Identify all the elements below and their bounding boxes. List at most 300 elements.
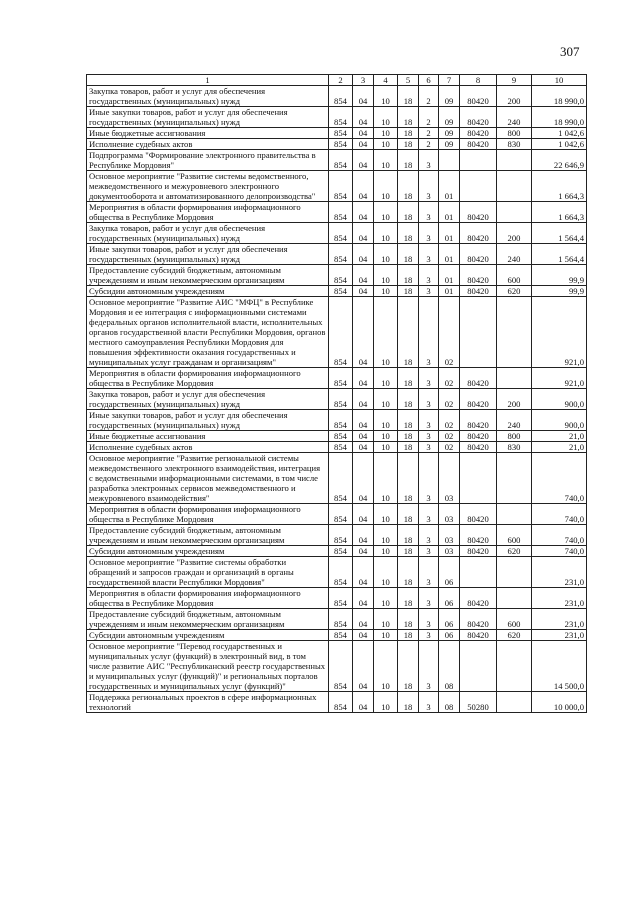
col4-cell: 10 xyxy=(374,244,398,265)
col9-cell: 200 xyxy=(497,223,532,244)
col9-cell xyxy=(497,557,532,588)
col5-cell: 18 xyxy=(398,128,419,139)
col6-cell: 3 xyxy=(419,609,439,630)
col6-cell: 3 xyxy=(419,265,439,286)
col3-cell: 04 xyxy=(353,202,374,223)
col3-cell: 04 xyxy=(353,107,374,128)
col3-cell: 04 xyxy=(353,557,374,588)
col4-cell: 10 xyxy=(374,223,398,244)
col9-cell xyxy=(497,202,532,223)
col3-cell: 04 xyxy=(353,171,374,202)
col8-cell: 80420 xyxy=(460,265,497,286)
col8-cell: 50280 xyxy=(460,692,497,713)
col7-cell: 02 xyxy=(439,410,460,431)
table-row xyxy=(87,557,587,588)
col5-cell: 18 xyxy=(398,150,419,171)
table-row xyxy=(87,128,587,139)
col5-cell: 18 xyxy=(398,588,419,609)
col6-cell: 3 xyxy=(419,630,439,641)
amount-cell: 921,0 xyxy=(532,368,587,389)
column-header: 6 xyxy=(419,75,439,86)
col5-cell: 18 xyxy=(398,630,419,641)
col6-cell: 3 xyxy=(419,504,439,525)
table-row xyxy=(87,368,587,389)
col8-cell: 80420 xyxy=(460,410,497,431)
col8-cell: 80420 xyxy=(460,128,497,139)
col9-cell xyxy=(497,641,532,692)
col2-cell: 854 xyxy=(329,525,353,546)
col8-cell xyxy=(460,453,497,504)
col5-cell: 18 xyxy=(398,410,419,431)
col5-cell: 18 xyxy=(398,525,419,546)
col2-cell: 854 xyxy=(329,546,353,557)
col4-cell: 10 xyxy=(374,150,398,171)
table-row xyxy=(87,546,587,557)
col5-cell: 18 xyxy=(398,86,419,107)
amount-cell: 99,9 xyxy=(532,265,587,286)
amount-cell: 740,0 xyxy=(532,546,587,557)
col3-cell: 04 xyxy=(353,297,374,368)
col2-cell: 854 xyxy=(329,128,353,139)
col7-cell: 08 xyxy=(439,692,460,713)
table-row xyxy=(87,692,587,713)
column-header: 7 xyxy=(439,75,460,86)
table-row xyxy=(87,286,587,297)
col8-cell: 80420 xyxy=(460,588,497,609)
col4-cell: 10 xyxy=(374,431,398,442)
amount-cell: 22 646,9 xyxy=(532,150,587,171)
col3-cell: 04 xyxy=(353,410,374,431)
row-name-cell: Закупка товаров, работ и услуг для обеспечения государственных (муниципальных) нужд xyxy=(87,389,329,410)
table-row xyxy=(87,244,587,265)
col2-cell: 854 xyxy=(329,368,353,389)
col7-cell: 03 xyxy=(439,546,460,557)
row-name-cell: Предоставление субсидий бюджетным, автономным учреждениям и иным некоммерческим организациям xyxy=(87,265,329,286)
col2-cell: 854 xyxy=(329,223,353,244)
col3-cell: 04 xyxy=(353,86,374,107)
col2-cell: 854 xyxy=(329,641,353,692)
col7-cell: 01 xyxy=(439,202,460,223)
col4-cell: 10 xyxy=(374,504,398,525)
amount-cell: 1 042,6 xyxy=(532,128,587,139)
col4-cell: 10 xyxy=(374,557,398,588)
col6-cell: 3 xyxy=(419,150,439,171)
col5-cell: 18 xyxy=(398,609,419,630)
col8-cell: 80420 xyxy=(460,630,497,641)
col8-cell: 80420 xyxy=(460,504,497,525)
amount-cell: 18 990,0 xyxy=(532,107,587,128)
col8-cell: 80420 xyxy=(460,286,497,297)
col7-cell: 08 xyxy=(439,641,460,692)
col9-cell: 240 xyxy=(497,410,532,431)
col7-cell xyxy=(439,150,460,171)
col3-cell: 04 xyxy=(353,504,374,525)
table-row xyxy=(87,171,587,202)
col9-cell xyxy=(497,588,532,609)
col4-cell: 10 xyxy=(374,368,398,389)
amount-cell: 740,0 xyxy=(532,525,587,546)
col6-cell: 3 xyxy=(419,244,439,265)
col4-cell: 10 xyxy=(374,139,398,150)
col3-cell: 04 xyxy=(353,609,374,630)
column-header: 10 xyxy=(532,75,587,86)
col6-cell: 3 xyxy=(419,546,439,557)
col3-cell: 04 xyxy=(353,641,374,692)
col3-cell: 04 xyxy=(353,139,374,150)
row-name-cell: Основное мероприятие "Развитие системы ведомственного, межведомственного и межуровневого электронного документооборота и автоматизированного делопроизводства" xyxy=(87,171,329,202)
col4-cell: 10 xyxy=(374,171,398,202)
col9-cell xyxy=(497,150,532,171)
col4-cell: 10 xyxy=(374,546,398,557)
table-row xyxy=(87,641,587,692)
col8-cell: 80420 xyxy=(460,139,497,150)
col4-cell: 10 xyxy=(374,609,398,630)
col7-cell: 02 xyxy=(439,297,460,368)
col9-cell: 240 xyxy=(497,244,532,265)
table-row xyxy=(87,453,587,504)
col9-cell xyxy=(497,453,532,504)
col5-cell: 18 xyxy=(398,265,419,286)
col3-cell: 04 xyxy=(353,431,374,442)
col2-cell: 854 xyxy=(329,692,353,713)
col4-cell: 10 xyxy=(374,641,398,692)
col6-cell: 3 xyxy=(419,453,439,504)
row-name-cell: Закупка товаров, работ и услуг для обеспечения государственных (муниципальных) нужд xyxy=(87,86,329,107)
col4-cell: 10 xyxy=(374,588,398,609)
row-name-cell: Предоставление субсидий бюджетным, автономным учреждениям и иным некоммерческим организациям xyxy=(87,525,329,546)
header-row xyxy=(87,75,587,86)
column-header: 4 xyxy=(374,75,398,86)
table-row xyxy=(87,609,587,630)
col2-cell: 854 xyxy=(329,389,353,410)
col9-cell: 620 xyxy=(497,630,532,641)
col2-cell: 854 xyxy=(329,588,353,609)
col5-cell: 18 xyxy=(398,442,419,453)
col7-cell: 01 xyxy=(439,223,460,244)
col6-cell: 3 xyxy=(419,557,439,588)
col9-cell xyxy=(497,692,532,713)
col2-cell: 854 xyxy=(329,244,353,265)
col6-cell: 3 xyxy=(419,442,439,453)
col9-cell xyxy=(497,171,532,202)
col2-cell: 854 xyxy=(329,630,353,641)
col5-cell: 18 xyxy=(398,504,419,525)
amount-cell: 900,0 xyxy=(532,410,587,431)
col4-cell: 10 xyxy=(374,107,398,128)
col7-cell: 03 xyxy=(439,504,460,525)
amount-cell: 231,0 xyxy=(532,588,587,609)
col8-cell: 80420 xyxy=(460,244,497,265)
row-name-cell: Основное мероприятие "Перевод государственных и муниципальных услуг (функций) в электронный вид, в том числе развитие АИС "Республиканский реестр государственных и муниципальных услуг (функций)" и региональных порталов государственных и муниципальных услуг (функций)" xyxy=(87,641,329,692)
col9-cell xyxy=(497,297,532,368)
col9-cell: 600 xyxy=(497,265,532,286)
row-name-cell: Мероприятия в области формирования информационного общества в Республике Мордовия xyxy=(87,504,329,525)
col3-cell: 04 xyxy=(353,265,374,286)
col2-cell: 854 xyxy=(329,453,353,504)
row-name-cell: Предоставление субсидий бюджетным, автономным учреждениям и иным некоммерческим организациям xyxy=(87,609,329,630)
col3-cell: 04 xyxy=(353,244,374,265)
col2-cell: 854 xyxy=(329,139,353,150)
col2-cell: 854 xyxy=(329,609,353,630)
col3-cell: 04 xyxy=(353,128,374,139)
amount-cell: 21,0 xyxy=(532,431,587,442)
col9-cell: 620 xyxy=(497,546,532,557)
column-header: 3 xyxy=(353,75,374,86)
col2-cell: 854 xyxy=(329,557,353,588)
col6-cell: 3 xyxy=(419,171,439,202)
amount-cell: 18 990,0 xyxy=(532,86,587,107)
col7-cell: 06 xyxy=(439,588,460,609)
col2-cell: 854 xyxy=(329,431,353,442)
table-row xyxy=(87,410,587,431)
amount-cell: 740,0 xyxy=(532,504,587,525)
amount-cell: 740,0 xyxy=(532,453,587,504)
col6-cell: 3 xyxy=(419,368,439,389)
col7-cell: 06 xyxy=(439,557,460,588)
amount-cell: 1 042,6 xyxy=(532,139,587,150)
row-name-cell: Мероприятия в области формирования информационного общества в Республике Мордовия xyxy=(87,588,329,609)
col5-cell: 18 xyxy=(398,171,419,202)
amount-cell: 1 564,4 xyxy=(532,223,587,244)
col4-cell: 10 xyxy=(374,389,398,410)
col7-cell: 02 xyxy=(439,389,460,410)
col5-cell: 18 xyxy=(398,244,419,265)
table-row xyxy=(87,389,587,410)
col7-cell: 09 xyxy=(439,128,460,139)
col9-cell: 200 xyxy=(497,389,532,410)
row-name-cell: Основное мероприятие "Развитие АИС "МФЦ" в Республике Мордовия и ее интеграция с информационными системами федеральных органов исполнительной власти, исполнительных органов государственной власти Республики Мордовия, органов местного самоуправления Республики Мордовия для повышения эффективности оказания государственных и муниципальных услуг гражданам и организациям" xyxy=(87,297,329,368)
col5-cell: 18 xyxy=(398,202,419,223)
col5-cell: 18 xyxy=(398,546,419,557)
col8-cell: 80420 xyxy=(460,86,497,107)
col2-cell: 854 xyxy=(329,504,353,525)
row-name-cell: Поддержка региональных проектов в сфере информационных технологий xyxy=(87,692,329,713)
row-name-cell: Мероприятия в области формирования информационного общества в Республике Мордовия xyxy=(87,202,329,223)
table-row xyxy=(87,265,587,286)
col9-cell: 600 xyxy=(497,609,532,630)
col5-cell: 18 xyxy=(398,139,419,150)
col3-cell: 04 xyxy=(353,546,374,557)
col7-cell: 02 xyxy=(439,368,460,389)
col8-cell: 80420 xyxy=(460,202,497,223)
col7-cell: 01 xyxy=(439,286,460,297)
col6-cell: 3 xyxy=(419,389,439,410)
col5-cell: 18 xyxy=(398,557,419,588)
col2-cell: 854 xyxy=(329,286,353,297)
col7-cell: 03 xyxy=(439,525,460,546)
col3-cell: 04 xyxy=(353,630,374,641)
table-row xyxy=(87,223,587,244)
col8-cell xyxy=(460,171,497,202)
row-name-cell: Основное мероприятие "Развитие системы обработки обращений и запросов граждан и организаций в органы государственной власти Республики Мордовия" xyxy=(87,557,329,588)
col4-cell: 10 xyxy=(374,86,398,107)
col5-cell: 18 xyxy=(398,692,419,713)
budget-table xyxy=(86,74,587,713)
col8-cell: 80420 xyxy=(460,223,497,244)
table-row xyxy=(87,107,587,128)
col9-cell xyxy=(497,504,532,525)
col2-cell: 854 xyxy=(329,202,353,223)
col4-cell: 10 xyxy=(374,286,398,297)
col3-cell: 04 xyxy=(353,150,374,171)
col7-cell: 09 xyxy=(439,86,460,107)
col7-cell: 09 xyxy=(439,107,460,128)
row-name-cell: Закупка товаров, работ и услуг для обеспечения государственных (муниципальных) нужд xyxy=(87,223,329,244)
column-header: 2 xyxy=(329,75,353,86)
col8-cell: 80420 xyxy=(460,442,497,453)
col7-cell: 09 xyxy=(439,139,460,150)
col6-cell: 3 xyxy=(419,431,439,442)
table-row xyxy=(87,504,587,525)
col6-cell: 2 xyxy=(419,107,439,128)
table-row xyxy=(87,202,587,223)
amount-cell: 231,0 xyxy=(532,609,587,630)
col5-cell: 18 xyxy=(398,641,419,692)
col3-cell: 04 xyxy=(353,525,374,546)
amount-cell: 1 664,3 xyxy=(532,202,587,223)
col4-cell: 10 xyxy=(374,630,398,641)
col2-cell: 854 xyxy=(329,265,353,286)
col6-cell: 2 xyxy=(419,139,439,150)
col2-cell: 854 xyxy=(329,107,353,128)
page-number: 307 xyxy=(560,44,580,59)
col3-cell: 04 xyxy=(353,588,374,609)
col8-cell: 80420 xyxy=(460,609,497,630)
col4-cell: 10 xyxy=(374,202,398,223)
row-name-cell: Основное мероприятие "Развитие региональной системы межведомственного электронного взаимодействия, интеграция с ведомственными информационными системами, в том числе разработка электронных сервисов межведомственного и межуровневого взаимодействия" xyxy=(87,453,329,504)
amount-cell: 1 664,3 xyxy=(532,171,587,202)
col9-cell: 200 xyxy=(497,86,532,107)
col5-cell: 18 xyxy=(398,107,419,128)
col2-cell: 854 xyxy=(329,297,353,368)
col9-cell: 800 xyxy=(497,128,532,139)
col4-cell: 10 xyxy=(374,453,398,504)
amount-cell: 231,0 xyxy=(532,557,587,588)
col2-cell: 854 xyxy=(329,150,353,171)
table-row xyxy=(87,86,587,107)
col5-cell: 18 xyxy=(398,286,419,297)
col6-cell: 3 xyxy=(419,588,439,609)
col9-cell: 800 xyxy=(497,431,532,442)
table-row xyxy=(87,525,587,546)
row-name-cell: Иные закупки товаров, работ и услуг для обеспечения государственных (муниципальных) нужд xyxy=(87,107,329,128)
table-row xyxy=(87,297,587,368)
col4-cell: 10 xyxy=(374,265,398,286)
col6-cell: 3 xyxy=(419,297,439,368)
col6-cell: 3 xyxy=(419,286,439,297)
col6-cell: 3 xyxy=(419,692,439,713)
col5-cell: 18 xyxy=(398,389,419,410)
amount-cell: 1 564,4 xyxy=(532,244,587,265)
col7-cell: 03 xyxy=(439,453,460,504)
amount-cell: 921,0 xyxy=(532,297,587,368)
row-name-cell: Иные закупки товаров, работ и услуг для обеспечения государственных (муниципальных) нужд xyxy=(87,244,329,265)
col8-cell xyxy=(460,641,497,692)
col5-cell: 18 xyxy=(398,297,419,368)
col3-cell: 04 xyxy=(353,692,374,713)
row-name-cell: Субсидии автономным учреждениям xyxy=(87,546,329,557)
col5-cell: 18 xyxy=(398,223,419,244)
col6-cell: 3 xyxy=(419,641,439,692)
col4-cell: 10 xyxy=(374,525,398,546)
col2-cell: 854 xyxy=(329,86,353,107)
col8-cell: 80420 xyxy=(460,389,497,410)
row-name-cell: Подпрограмма "Формирование электронного правительства в Республике Мордовия" xyxy=(87,150,329,171)
col6-cell: 2 xyxy=(419,86,439,107)
col8-cell: 80420 xyxy=(460,107,497,128)
col8-cell xyxy=(460,297,497,368)
col5-cell: 18 xyxy=(398,431,419,442)
amount-cell: 900,0 xyxy=(532,389,587,410)
col6-cell: 3 xyxy=(419,202,439,223)
col4-cell: 10 xyxy=(374,128,398,139)
table-row xyxy=(87,588,587,609)
col3-cell: 04 xyxy=(353,453,374,504)
col7-cell: 06 xyxy=(439,630,460,641)
col8-cell: 80420 xyxy=(460,368,497,389)
table-row xyxy=(87,630,587,641)
col7-cell: 01 xyxy=(439,171,460,202)
col3-cell: 04 xyxy=(353,286,374,297)
col6-cell: 3 xyxy=(419,410,439,431)
col7-cell: 01 xyxy=(439,244,460,265)
col7-cell: 06 xyxy=(439,609,460,630)
row-name-cell: Иные закупки товаров, работ и услуг для обеспечения государственных (муниципальных) нужд xyxy=(87,410,329,431)
amount-cell: 14 500,0 xyxy=(532,641,587,692)
amount-cell: 21,0 xyxy=(532,442,587,453)
col6-cell: 3 xyxy=(419,223,439,244)
col2-cell: 854 xyxy=(329,442,353,453)
col4-cell: 10 xyxy=(374,692,398,713)
col4-cell: 10 xyxy=(374,442,398,453)
col9-cell: 600 xyxy=(497,525,532,546)
col7-cell: 02 xyxy=(439,442,460,453)
col4-cell: 10 xyxy=(374,410,398,431)
col6-cell: 3 xyxy=(419,525,439,546)
col3-cell: 04 xyxy=(353,368,374,389)
col4-cell: 10 xyxy=(374,297,398,368)
col3-cell: 04 xyxy=(353,389,374,410)
col2-cell: 854 xyxy=(329,171,353,202)
row-name-cell: Иные бюджетные ассигнования xyxy=(87,128,329,139)
row-name-cell: Мероприятия в области формирования информационного общества в Республике Мордовия xyxy=(87,368,329,389)
row-name-cell: Субсидии автономным учреждениям xyxy=(87,630,329,641)
col9-cell: 830 xyxy=(497,139,532,150)
col7-cell: 02 xyxy=(439,431,460,442)
col3-cell: 04 xyxy=(353,223,374,244)
col5-cell: 18 xyxy=(398,368,419,389)
col5-cell: 18 xyxy=(398,453,419,504)
col9-cell xyxy=(497,368,532,389)
col3-cell: 04 xyxy=(353,442,374,453)
row-name-cell: Иные бюджетные ассигнования xyxy=(87,431,329,442)
amount-cell: 231,0 xyxy=(532,630,587,641)
col8-cell: 80420 xyxy=(460,546,497,557)
col7-cell: 01 xyxy=(439,265,460,286)
col2-cell: 854 xyxy=(329,410,353,431)
col6-cell: 2 xyxy=(419,128,439,139)
col9-cell: 830 xyxy=(497,442,532,453)
col8-cell: 80420 xyxy=(460,525,497,546)
table-row xyxy=(87,431,587,442)
amount-cell: 99,9 xyxy=(532,286,587,297)
table-row xyxy=(87,150,587,171)
row-name-cell: Исполнение судебных актов xyxy=(87,139,329,150)
col8-cell xyxy=(460,150,497,171)
column-header: 8 xyxy=(460,75,497,86)
row-name-cell: Исполнение судебных актов xyxy=(87,442,329,453)
column-header: 1 xyxy=(87,75,329,86)
